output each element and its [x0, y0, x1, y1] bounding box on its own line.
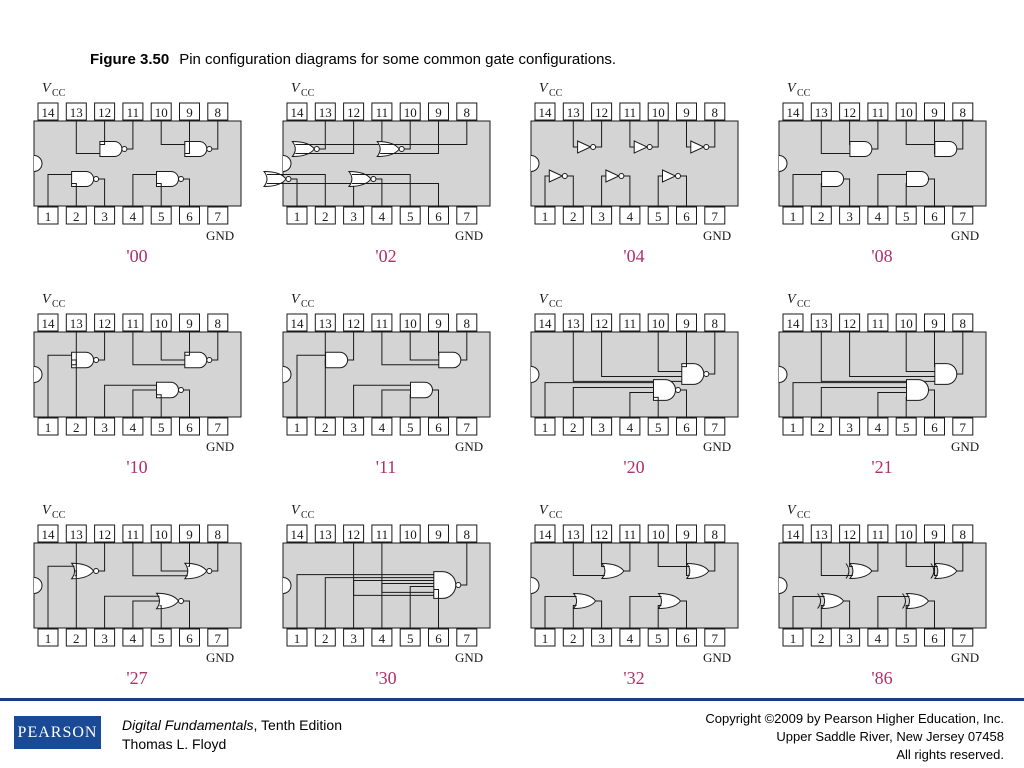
pin-number: 4 — [129, 209, 137, 224]
pin-number: 1 — [293, 631, 301, 646]
pin-number: 6 — [683, 420, 690, 435]
gnd-label: GND — [951, 650, 980, 665]
gate-2-bottom2-bubble — [676, 174, 681, 179]
gate-0-top0-bubble — [122, 147, 127, 152]
pearson-logo: PEARSON — [14, 716, 101, 749]
pin-number: 13 — [566, 316, 580, 331]
pin-number: 6 — [186, 209, 193, 224]
pin-number: 12 — [347, 105, 361, 120]
gate-8-top1-bubble — [207, 569, 212, 574]
gate-0-bottom0-bubble — [94, 177, 99, 182]
book-title: Digital Fundamentals — [122, 717, 254, 733]
pin-number: 3 — [598, 209, 605, 224]
chip-id-label: '86 — [871, 668, 893, 688]
pin-number: 1 — [789, 209, 797, 224]
pin-number: 2 — [570, 209, 577, 224]
pin-number: 7 — [711, 420, 719, 435]
pin-number: 14 — [538, 105, 552, 120]
pin-number: 11 — [375, 316, 389, 331]
pin-number: 11 — [375, 105, 389, 120]
pin-number: 4 — [129, 631, 137, 646]
pin-number: 1 — [541, 420, 549, 435]
pin-number: 3 — [350, 209, 357, 224]
gate-3-bottom0-body — [822, 172, 844, 187]
chip-id-label: '27 — [126, 668, 148, 688]
pin-number: 1 — [293, 209, 301, 224]
pin-number: 12 — [98, 105, 112, 120]
pin-number: 11 — [871, 316, 885, 331]
pin-number: 9 — [683, 105, 690, 120]
gate-4-top1-body — [185, 352, 207, 368]
gate-8-bottom0-bubble — [179, 599, 184, 604]
vcc-label: V — [42, 503, 51, 518]
pin-number: 2 — [818, 420, 825, 435]
pin-number: 10 — [403, 105, 417, 120]
pin-number: 12 — [98, 316, 112, 331]
pin-number: 4 — [874, 209, 882, 224]
pin-number: 13 — [318, 527, 332, 542]
vcc-label: V — [291, 81, 300, 96]
pin-number: 2 — [818, 209, 825, 224]
pin-number: 4 — [626, 631, 634, 646]
pin-number: 9 — [186, 527, 193, 542]
gate-1-top1-bubble — [399, 147, 404, 152]
pin-number: 7 — [959, 631, 967, 646]
pin-number: 5 — [406, 420, 414, 435]
pin-number: 9 — [186, 105, 193, 120]
pin-number: 11 — [126, 527, 140, 542]
figure-label: Figure 3.50 — [90, 51, 170, 68]
pin-number: 6 — [186, 420, 193, 435]
vcc-subscript: CC — [797, 299, 811, 310]
pin-number: 3 — [101, 420, 108, 435]
gate-8-top0-bubble — [94, 569, 99, 574]
pin-number: 1 — [44, 631, 52, 646]
pin-number: 5 — [902, 420, 910, 435]
gate-0-bottom1-bubble — [179, 177, 184, 182]
chip-11 — [779, 503, 986, 688]
pin-number: 13 — [566, 527, 580, 542]
pin-number: 8 — [463, 316, 471, 331]
pin-number: 14 — [41, 105, 55, 120]
pin-number: 2 — [570, 631, 577, 646]
pin-number: 6 — [931, 209, 938, 224]
chip-id-label: '02 — [375, 246, 397, 266]
pin-number: 10 — [154, 105, 168, 120]
pin-number: 9 — [931, 316, 938, 331]
gnd-label: GND — [206, 228, 235, 243]
chip-body — [531, 543, 738, 628]
gate-9-top0-bubble — [456, 583, 461, 588]
vcc-subscript: CC — [797, 510, 811, 521]
pin-number: 11 — [375, 527, 389, 542]
vcc-label: V — [42, 292, 51, 307]
gate-5-top0-body — [326, 352, 348, 368]
vcc-label: V — [42, 81, 51, 96]
pin-number: 3 — [101, 209, 108, 224]
pin-number: 6 — [683, 631, 690, 646]
pin-number: 8 — [711, 316, 719, 331]
chip-body — [283, 332, 490, 417]
pin-number: 11 — [623, 527, 637, 542]
pin-number: 2 — [73, 420, 80, 435]
gnd-label: GND — [206, 650, 235, 665]
pin-number: 13 — [814, 527, 828, 542]
gate-2-bottom0-bubble — [562, 174, 567, 179]
gate-1-top0-bubble — [314, 147, 319, 152]
pin-number: 12 — [843, 105, 857, 120]
gnd-label: GND — [951, 228, 980, 243]
pin-number: 11 — [126, 105, 140, 120]
pin-number: 11 — [871, 527, 885, 542]
pin-number: 12 — [98, 527, 112, 542]
pin-number: 11 — [623, 105, 637, 120]
pin-number: 1 — [44, 209, 52, 224]
pin-number: 5 — [654, 631, 662, 646]
pin-number: 5 — [902, 209, 910, 224]
chip-id-label: '10 — [126, 457, 148, 477]
pin-number: 7 — [463, 209, 471, 224]
pin-number: 6 — [186, 631, 193, 646]
pin-number: 7 — [214, 631, 222, 646]
book-author: Thomas L. Floyd — [122, 736, 227, 752]
pin-number: 14 — [41, 527, 55, 542]
pin-number: 9 — [931, 527, 938, 542]
pin-number: 2 — [322, 209, 329, 224]
pin-number: 6 — [683, 209, 690, 224]
pin-number: 6 — [931, 420, 938, 435]
gate-5-top1-body — [439, 352, 461, 368]
pin-number: 8 — [463, 527, 471, 542]
copyright-block — [705, 710, 1004, 764]
chip-body — [34, 121, 241, 206]
chip-6 — [531, 292, 738, 477]
gate-0-top1-bubble — [207, 147, 212, 152]
gate-6-top0-bubble — [704, 372, 709, 377]
pin-number: 13 — [814, 316, 828, 331]
pin-number: 10 — [899, 527, 913, 542]
gate-2-bottom1-bubble — [619, 174, 624, 179]
pin-number: 1 — [293, 420, 301, 435]
pin-number: 6 — [435, 209, 442, 224]
chip-7 — [779, 292, 986, 477]
gate-0-top1-body — [185, 142, 207, 157]
pin-number: 3 — [846, 209, 853, 224]
vcc-subscript: CC — [301, 88, 315, 99]
pin-number: 1 — [541, 209, 549, 224]
gate-0-bottom0-body — [72, 172, 94, 187]
pin-number: 8 — [711, 105, 719, 120]
pin-number: 4 — [626, 420, 634, 435]
pin-number: 5 — [157, 631, 165, 646]
vcc-label: V — [539, 81, 548, 96]
chip-body — [531, 121, 738, 206]
chip-9 — [283, 503, 490, 688]
chip-body — [34, 543, 241, 628]
pin-number: 9 — [435, 105, 442, 120]
pin-number: 11 — [871, 105, 885, 120]
gate-1-bottom1-bubble — [371, 177, 376, 182]
pin-number: 14 — [786, 105, 800, 120]
pin-number: 10 — [899, 316, 913, 331]
chip-5 — [283, 292, 490, 477]
pin-number: 2 — [73, 631, 80, 646]
pin-number: 12 — [595, 527, 609, 542]
pin-number: 2 — [73, 209, 80, 224]
pin-number: 13 — [69, 316, 83, 331]
pin-number: 14 — [41, 316, 55, 331]
gate-0-bottom1-body — [157, 172, 179, 187]
pin-number: 12 — [347, 527, 361, 542]
pin-number: 14 — [290, 105, 304, 120]
pin-number: 14 — [786, 527, 800, 542]
pin-number: 10 — [651, 105, 665, 120]
pin-number: 9 — [435, 527, 442, 542]
chip-1 — [264, 81, 490, 266]
gnd-label: GND — [951, 439, 980, 454]
gate-7-bottom0-body — [907, 380, 929, 401]
chip-id-label: '32 — [623, 668, 645, 688]
pin-number: 2 — [322, 420, 329, 435]
pin-number: 4 — [874, 631, 882, 646]
chip-2 — [531, 81, 738, 266]
book-edition: , Tenth Edition — [253, 717, 342, 733]
pin-number: 14 — [290, 316, 304, 331]
vcc-label: V — [539, 503, 548, 518]
pin-number: 4 — [626, 209, 634, 224]
gnd-label: GND — [455, 228, 484, 243]
pin-number: 12 — [843, 527, 857, 542]
gate-1-bottom0-bubble — [286, 177, 291, 182]
vcc-subscript: CC — [797, 88, 811, 99]
gate-7-top0-body — [935, 364, 957, 385]
pin-number: 8 — [214, 316, 222, 331]
chip-body — [779, 543, 986, 628]
pin-number: 9 — [683, 316, 690, 331]
pin-number: 11 — [126, 316, 140, 331]
copyright-line-1: Copyright ©2009 by Pearson Higher Education, Inc. — [705, 711, 1004, 726]
chip-3 — [779, 81, 986, 266]
gate-2-top0-bubble — [591, 145, 596, 150]
pin-number: 4 — [874, 420, 882, 435]
pin-number: 5 — [654, 420, 662, 435]
pin-number: 7 — [214, 209, 222, 224]
pin-number: 14 — [538, 316, 552, 331]
pin-number: 1 — [44, 420, 52, 435]
pin-number: 4 — [378, 209, 386, 224]
pin-number: 10 — [651, 527, 665, 542]
pin-number: 2 — [818, 631, 825, 646]
pin-number: 8 — [711, 527, 719, 542]
pin-number: 2 — [322, 631, 329, 646]
pin-number: 10 — [899, 105, 913, 120]
vcc-label: V — [787, 503, 796, 518]
chip-4 — [34, 292, 241, 477]
book-info — [122, 716, 342, 754]
pin-number: 4 — [129, 420, 137, 435]
pin-number: 9 — [186, 316, 193, 331]
pin-number: 5 — [902, 631, 910, 646]
pin-number: 12 — [595, 105, 609, 120]
pin-number: 7 — [711, 209, 719, 224]
pin-number: 3 — [350, 631, 357, 646]
pin-number: 6 — [931, 631, 938, 646]
gate-9-top0-body — [434, 572, 456, 599]
pin-number: 13 — [69, 105, 83, 120]
gate-5-bottom0-body — [411, 382, 433, 398]
chip-id-label: '21 — [871, 457, 893, 477]
pin-number: 8 — [463, 105, 471, 120]
pin-number: 3 — [846, 631, 853, 646]
gate-4-bottom0-body — [157, 382, 179, 398]
pin-number: 13 — [566, 105, 580, 120]
gnd-label: GND — [703, 650, 732, 665]
pin-number: 13 — [69, 527, 83, 542]
gate-4-top0-bubble — [94, 358, 99, 363]
gate-2-top1-bubble — [647, 145, 652, 150]
vcc-subscript: CC — [549, 88, 563, 99]
vcc-subscript: CC — [301, 299, 315, 310]
gate-4-bottom0-bubble — [179, 388, 184, 393]
chip-id-label: '04 — [623, 246, 645, 266]
pin-number: 3 — [101, 631, 108, 646]
vcc-subscript: CC — [52, 88, 66, 99]
figure-caption-text: Pin configuration diagrams for some common gate configurations. — [179, 51, 617, 68]
pin-number: 8 — [959, 105, 967, 120]
pin-number: 6 — [435, 631, 442, 646]
pin-number: 1 — [789, 420, 797, 435]
pin-number: 7 — [463, 420, 471, 435]
pin-number: 10 — [403, 527, 417, 542]
pin-number: 12 — [347, 316, 361, 331]
chip-8 — [34, 503, 241, 688]
pin-number: 9 — [435, 316, 442, 331]
pin-number: 3 — [350, 420, 357, 435]
chip-body — [779, 121, 986, 206]
pin-number: 5 — [157, 209, 165, 224]
pin-number: 13 — [814, 105, 828, 120]
pin-number: 5 — [654, 209, 662, 224]
vcc-subscript: CC — [301, 510, 315, 521]
pin-number: 1 — [541, 631, 549, 646]
pin-number: 5 — [406, 209, 414, 224]
pin-number: 10 — [651, 316, 665, 331]
pin-number: 7 — [959, 209, 967, 224]
pin-number: 9 — [683, 527, 690, 542]
vcc-label: V — [787, 292, 796, 307]
pin-number: 8 — [214, 105, 222, 120]
vcc-subscript: CC — [52, 299, 66, 310]
gate-3-top0-body — [850, 142, 872, 157]
gate-0-top0-body — [100, 142, 122, 157]
chip-id-label: '20 — [623, 457, 645, 477]
pin-number: 5 — [157, 420, 165, 435]
pin-number: 9 — [931, 105, 938, 120]
vcc-label: V — [291, 292, 300, 307]
pin-number: 10 — [154, 316, 168, 331]
pin-number: 12 — [595, 316, 609, 331]
pin-number: 3 — [598, 631, 605, 646]
chip-10 — [531, 503, 738, 688]
pin-number: 1 — [789, 631, 797, 646]
pin-number: 13 — [318, 316, 332, 331]
vcc-subscript: CC — [52, 510, 66, 521]
gnd-label: GND — [703, 228, 732, 243]
chip-id-label: '30 — [375, 668, 397, 688]
gate-3-bottom1-body — [907, 172, 929, 187]
pin-number: 14 — [786, 316, 800, 331]
gate-2-top2-bubble — [704, 145, 709, 150]
pin-number: 10 — [403, 316, 417, 331]
pin-number: 12 — [843, 316, 857, 331]
vcc-subscript: CC — [549, 510, 563, 521]
pin-number: 8 — [959, 316, 967, 331]
pin-number: 5 — [406, 631, 414, 646]
pin-number: 7 — [463, 631, 471, 646]
pin-number: 14 — [290, 527, 304, 542]
pin-number: 10 — [154, 527, 168, 542]
pin-number: 14 — [538, 527, 552, 542]
pin-number: 8 — [214, 527, 222, 542]
copyright-line-2: Upper Saddle River, New Jersey 07458 — [776, 729, 1004, 744]
vcc-subscript: CC — [549, 299, 563, 310]
gate-6-bottom0-bubble — [676, 388, 681, 393]
vcc-label: V — [539, 292, 548, 307]
pin-number: 7 — [959, 420, 967, 435]
pin-number: 13 — [318, 105, 332, 120]
gate-4-top1-bubble — [207, 358, 212, 363]
chip-body — [283, 121, 490, 206]
chip-id-label: '11 — [375, 457, 397, 477]
chip-id-label: '08 — [871, 246, 893, 266]
pin-number: 7 — [214, 420, 222, 435]
gnd-label: GND — [703, 439, 732, 454]
gnd-label: GND — [455, 439, 484, 454]
pin-number: 4 — [378, 420, 386, 435]
gate-3-top1-body — [935, 142, 957, 157]
footer-rule — [0, 698, 1024, 701]
vcc-label: V — [787, 81, 796, 96]
chip-0 — [34, 81, 241, 266]
gnd-label: GND — [455, 650, 484, 665]
pin-number: 7 — [711, 631, 719, 646]
pin-number: 8 — [959, 527, 967, 542]
pin-number: 3 — [846, 420, 853, 435]
vcc-label: V — [291, 503, 300, 518]
pin-number: 4 — [378, 631, 386, 646]
chip-id-label: '00 — [126, 246, 148, 266]
copyright-line-3: All rights reserved. — [896, 747, 1004, 762]
gnd-label: GND — [206, 439, 235, 454]
pin-number: 3 — [598, 420, 605, 435]
pin-number: 6 — [435, 420, 442, 435]
pin-number: 2 — [570, 420, 577, 435]
chip-body — [34, 332, 241, 417]
pin-number: 11 — [623, 316, 637, 331]
